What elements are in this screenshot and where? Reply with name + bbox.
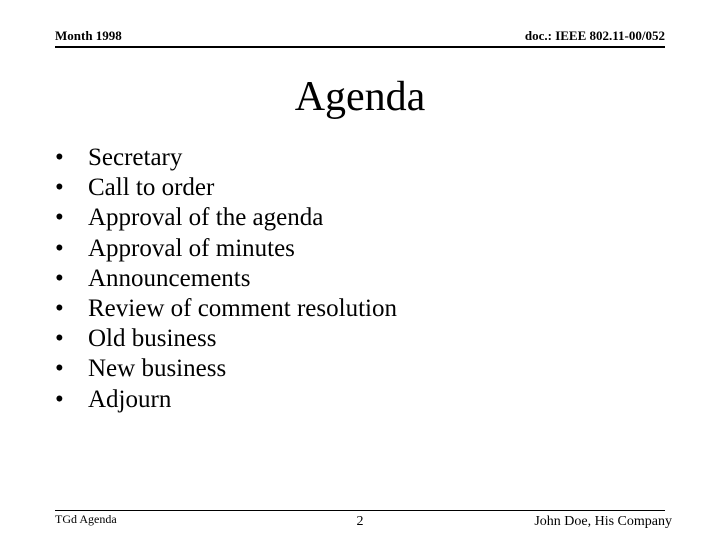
agenda-item-label: Approval of the agenda [88, 204, 324, 232]
agenda-item-label: New business [88, 355, 227, 383]
agenda-item-label: Secretary [88, 144, 183, 171]
bullet-icon: • [55, 204, 64, 232]
bullet-icon: • [55, 264, 64, 292]
bullet-icon: • [55, 174, 64, 202]
page-number: 2 [356, 514, 364, 529]
bullet-icon: • [55, 385, 64, 413]
header-date: Month 1998 [55, 28, 122, 43]
agenda-item-label: Old business [88, 325, 217, 353]
bullet-icon: • [55, 355, 64, 383]
agenda-item-label: Adjourn [88, 385, 172, 413]
footer-divider [55, 510, 665, 511]
header-divider [55, 46, 665, 48]
slide-title: Agenda [294, 74, 426, 120]
bullet-icon: • [55, 294, 64, 322]
agenda-item-label: Review of comment resolution [88, 294, 397, 322]
bullet-icon: • [55, 325, 64, 353]
bullet-icon: • [55, 144, 64, 171]
agenda-item-label: Call to order [88, 174, 215, 202]
agenda-item-label: Announcements [88, 264, 251, 292]
bullet-icon: • [55, 234, 64, 262]
agenda-item-label: Approval of minutes [88, 234, 295, 262]
footer-slide-name: TGd Agenda [55, 512, 117, 526]
header-document-id: doc.: IEEE 802.11-00/052 [524, 28, 665, 43]
footer-author: John Doe, His Company [534, 514, 672, 529]
